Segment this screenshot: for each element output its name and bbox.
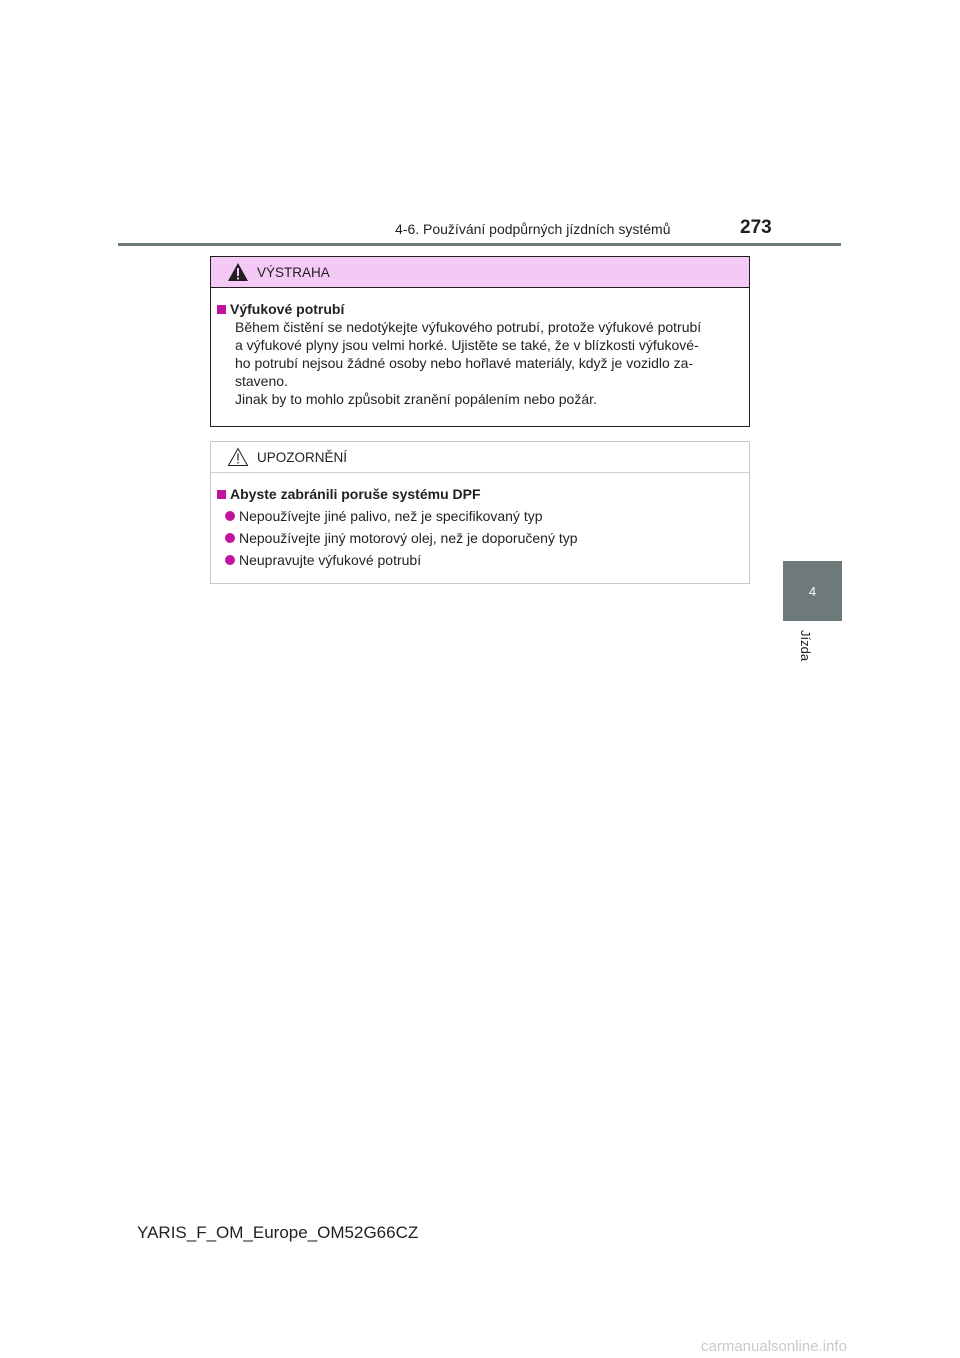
warning-line: Během čistění se nedotýkejte výfukového potrubí, protože výfukové potrubí [235, 319, 702, 335]
watermark: carmanualsonline.info [701, 1338, 847, 1355]
square-bullet-icon [217, 490, 226, 499]
caution-bullet-text: Neupravujte výfukové potrubí [239, 552, 422, 568]
circle-bullet-icon [225, 555, 235, 565]
warning-line: a výfukové plyny jsou velmi horké. Ujistěte se také, že v blízkosti výfukové- [235, 337, 699, 353]
square-bullet-icon [217, 305, 226, 314]
warning-line: Jinak by to mohlo způsobit zranění popálením nebo požár. [235, 391, 597, 407]
chapter-name: Jízda [798, 630, 813, 662]
chapter-number: 4 [808, 583, 817, 599]
circle-bullet-icon [225, 533, 235, 543]
chapter-tab [783, 561, 842, 621]
warning-title-text: Výfukové potrubí [230, 301, 345, 317]
caution-box [210, 441, 750, 584]
circle-bullet-icon [225, 511, 235, 521]
section-title: 4-6. Používání podpůrných jízdních systémů [395, 221, 671, 237]
caution-label: UPOZORNĚNÍ [257, 449, 348, 465]
warning-item-title [217, 300, 741, 318]
caution-bullet [225, 507, 741, 525]
warning-label: VÝSTRAHA [257, 264, 330, 280]
caution-item-title [217, 485, 741, 503]
header-divider [118, 243, 841, 246]
caution-bullet [225, 551, 741, 569]
caution-title-text: Abyste zabránili poruše systému DPF [230, 486, 481, 502]
warning-box [210, 256, 750, 427]
caution-bullet [225, 529, 741, 547]
warning-paragraph [235, 318, 741, 408]
caution-bullet-text: Nepoužívejte jiné palivo, než je specifikovaný typ [239, 508, 543, 524]
warning-icon [227, 262, 249, 282]
caution-icon [227, 447, 249, 467]
caution-header [211, 442, 749, 473]
warning-line: staveno. [235, 373, 288, 389]
caution-body [211, 473, 749, 569]
document-code: YARIS_F_OM_Europe_OM52G66CZ [137, 1223, 419, 1242]
warning-line: ho potrubí nejsou žádné osoby nebo hořlavé materiály, když je vozidlo za- [235, 355, 694, 371]
warning-body [211, 288, 749, 408]
page-number: 273 [740, 217, 772, 238]
warning-header [211, 257, 749, 288]
caution-bullet-text: Nepoužívejte jiný motorový olej, než je doporučený typ [239, 530, 578, 546]
